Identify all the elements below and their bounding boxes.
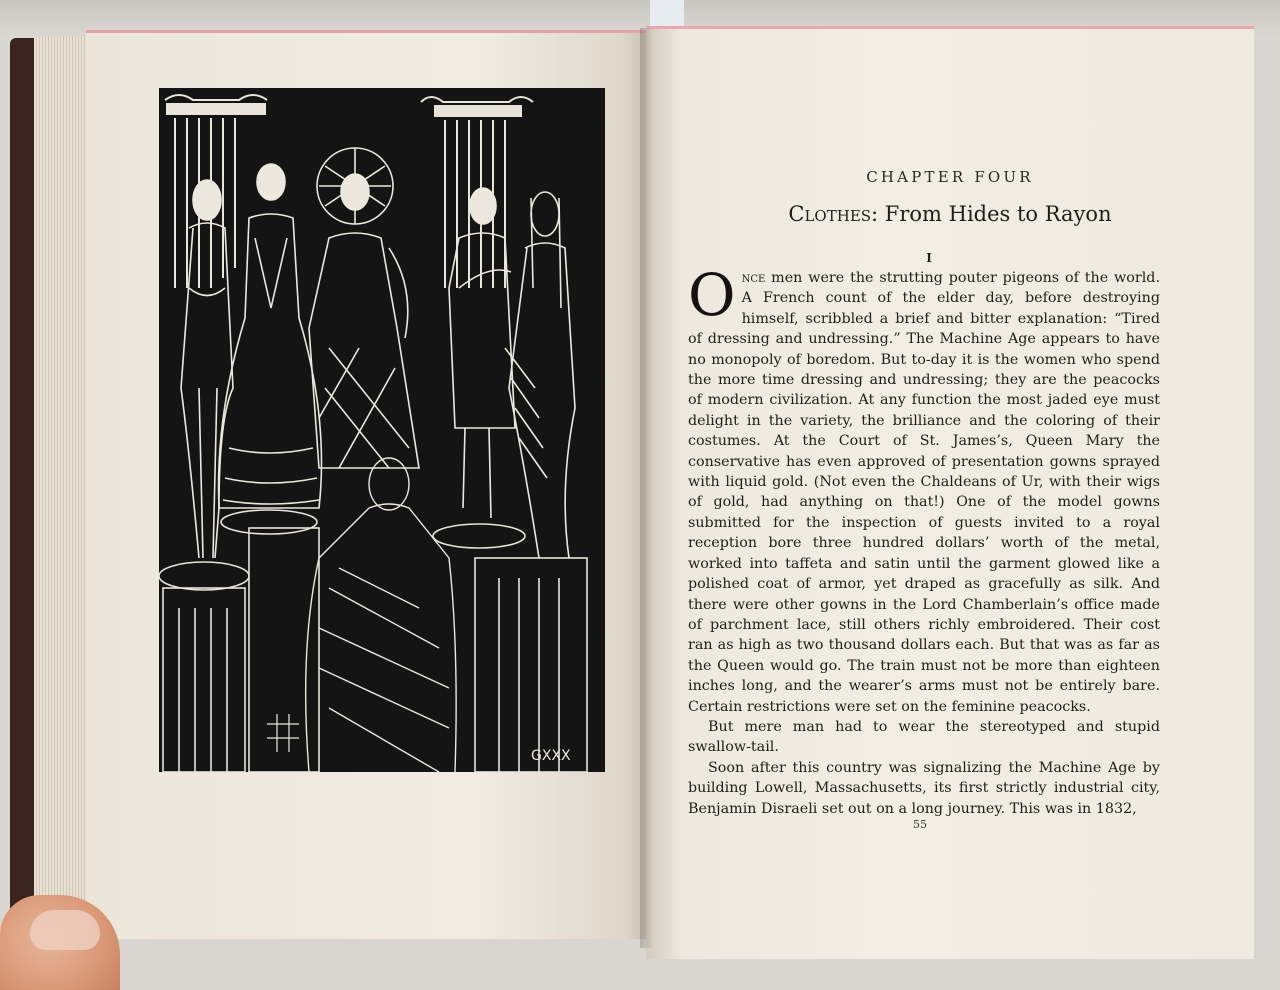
artist-signature xyxy=(531,748,571,764)
drop-cap: O xyxy=(688,261,736,329)
opening-words: nce xyxy=(741,270,766,286)
page-number: 55 xyxy=(913,818,927,831)
background-light xyxy=(650,0,684,28)
woodcut-illustration xyxy=(159,88,605,772)
page-edges xyxy=(34,36,94,934)
paragraph-2: But mere man had to wear the stereotyped and stupid swallow-tail. xyxy=(688,718,1160,756)
chapter-title-small-caps: Clothes xyxy=(788,202,872,226)
woodcut-artwork xyxy=(159,88,605,772)
section-number: I xyxy=(926,251,932,265)
body-text xyxy=(688,261,1160,819)
chapter-title xyxy=(646,202,1254,226)
book-gutter xyxy=(640,28,654,948)
paragraph-1-text: men were the strutting pouter pigeons of the world. A French count of the elder day, before destroying himself, scribbled a brief and bitter explanation: “Tired of dressing and undressing.” The Machine Age appears to have no monopoly of boredom. But to-day it is the women who spend the more time dressing and undressing; they are the peacocks of modern civilization. At any function the most jaded eye must delight in the variety, the brilliance and the coloring of their costumes. At the Court of St. James’s, Queen Mary the conservative has even approved of presentation gowns sprayed with liquid gold. (Not even the Chaldeans of Ur, with their wigs of gold, had anything on that!) One of the model gowns submitted for the inspection of guests invited to a royal reception bore three hundred dollars’ worth of the metal, worked into taffeta and satin until the garment glowed like a polished coat of armor, yet draped as gracefully as silk. And there were other gowns in the Lord Chamberlain’s office made of parchment lace, still others richly embroidered. Their cost ran as high as two thousand dollars each. But that was as far as the Queen would go. The train must not be more than eighteen inches long, and the wearer’s arms must not be entirely bare. Certain restrictions were set on the feminine peacocks. xyxy=(688,270,1160,715)
paragraph-1 xyxy=(688,261,1160,717)
thumbnail xyxy=(30,910,100,950)
svg-text:GXXX: GXXX xyxy=(531,748,571,764)
chapter-label: CHAPTER FOUR xyxy=(866,168,1034,186)
chapter-title-rest: : From Hides to Rayon xyxy=(871,202,1112,226)
paragraph-3: Soon after this country was signalizing the Machine Age by building Lowell, Massachusetts, its first strictly industrial city, Benjamin Disraeli set out on a long journey. This was in 1832, xyxy=(688,759,1160,817)
